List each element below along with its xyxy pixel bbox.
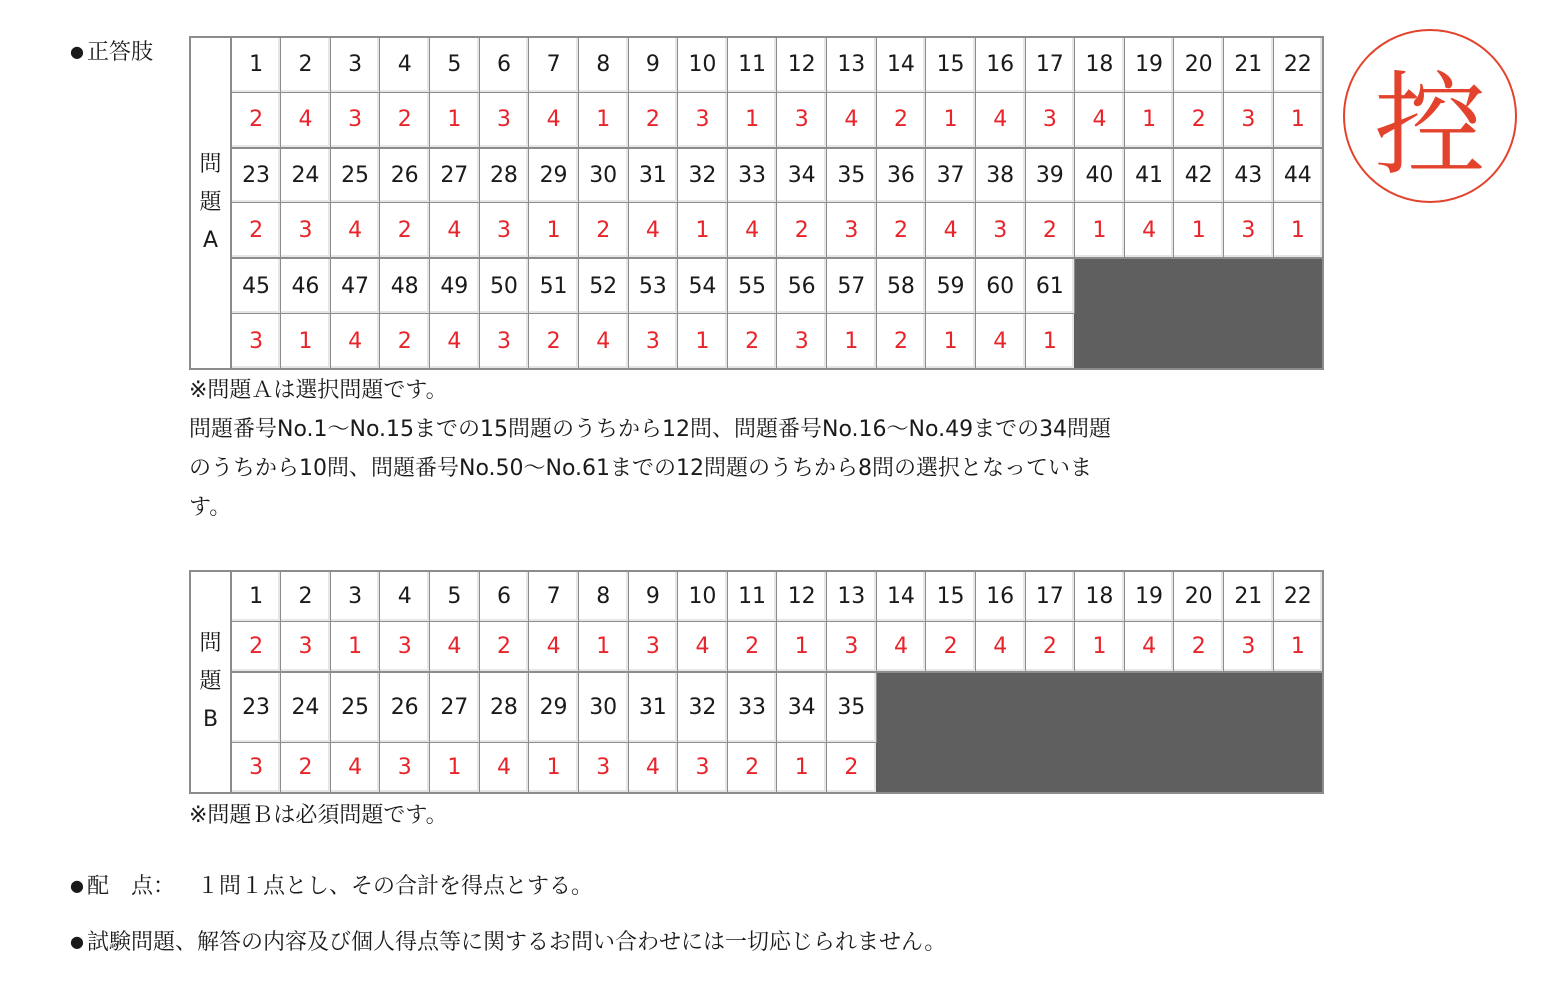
question-number-cell: 47 [330,258,380,313]
question-number-cell: 51 [529,258,579,313]
answer-cell: 1 [1174,203,1224,258]
question-number-cell: 44 [1273,148,1323,203]
question-number-cell: 13 [827,37,877,92]
question-number-cell: 14 [876,571,926,622]
question-number-cell: 32 [678,672,728,742]
answer-cell: 2 [231,622,281,673]
answer-cell: 2 [727,314,777,369]
side-label-char: A [202,228,219,253]
answer-cell: 3 [777,314,827,369]
question-number-cell: 8 [578,37,628,92]
answer-cell: 3 [330,92,380,147]
question-number-cell: 33 [727,148,777,203]
question-number-cell: 54 [678,258,728,313]
answer-cell: 1 [430,92,480,147]
question-number-cell: 50 [479,258,529,313]
answer-cell: 1 [1075,203,1125,258]
answer-cell: 3 [827,622,877,673]
answer-cell: 3 [281,203,331,258]
note-line: のうちから10問、問題番号No.50～No.61までの12問題のうちから8問の選択となっていま [189,456,1093,481]
side-label-char: B [202,707,219,732]
answer-cell: 4 [1124,622,1174,673]
question-number-cell: 15 [926,571,976,622]
question-number-cell: 11 [727,37,777,92]
answer-cell: 4 [330,203,380,258]
answer-cell: 4 [827,92,877,147]
bullet-icon: ● [70,932,84,951]
answer-cell: 2 [380,92,430,147]
answer-cell: 4 [628,203,678,258]
answer-cell: 2 [578,203,628,258]
answer-cell: 3 [628,314,678,369]
side-label-char: 問 [199,152,222,177]
answer-cell: 2 [876,203,926,258]
answer-cell: 1 [1273,622,1323,673]
question-number-cell: 10 [678,37,728,92]
answer-cell: 3 [479,203,529,258]
scoring-text: １問１点とし、その合計を得点とする。 [196,874,593,899]
question-number-cell: 61 [1025,258,1075,313]
question-number-cell: 28 [479,148,529,203]
answer-cell: 1 [281,314,331,369]
answer-cell: 3 [1025,92,1075,147]
answer-cell: 3 [1224,203,1274,258]
question-number-cell: 19 [1124,571,1174,622]
answer-cell: 3 [281,622,331,673]
answer-cell: 4 [529,622,579,673]
answer-cell: 1 [578,92,628,147]
question-number-cell: 31 [628,148,678,203]
note-line: ※問題Ａは選択問題です。 [189,378,448,403]
question-number-cell: 4 [380,37,430,92]
disclaimer-line [70,932,946,954]
question-number-cell: 29 [529,672,579,742]
question-number-cell: 6 [479,571,529,622]
answer-cell: 3 [777,92,827,147]
question-number-cell: 23 [231,672,281,742]
answer-cell: 3 [380,742,430,793]
answer-cell: 1 [827,314,877,369]
answer-cell: 2 [231,203,281,258]
answer-cell: 2 [827,742,877,793]
question-number-cell: 36 [876,148,926,203]
answer-cell: 2 [1174,622,1224,673]
empty-shaded-block [1075,258,1323,369]
question-number-cell: 16 [975,37,1025,92]
bullet-icon: ● [70,42,84,61]
question-number-cell: 27 [430,672,480,742]
answer-cell: 4 [1124,203,1174,258]
answer-cell: 3 [975,203,1025,258]
question-number-cell: 17 [1025,571,1075,622]
question-number-cell: 30 [578,672,628,742]
question-number-cell: 9 [628,37,678,92]
answer-cell: 4 [975,92,1025,147]
answer-cell: 1 [529,203,579,258]
section_a-side-label [190,37,231,369]
question-number-cell: 4 [380,571,430,622]
answer-cell: 3 [678,92,728,147]
question-number-cell: 20 [1174,37,1224,92]
side-label-char: 題 [199,669,222,694]
answer-cell: 4 [727,203,777,258]
answer-key-heading: ● 正答肢 [70,40,153,65]
answer-cell: 2 [1025,203,1075,258]
answer-cell: 4 [430,203,480,258]
answer-cell: 1 [1124,92,1174,147]
question-number-cell: 14 [876,37,926,92]
answer-cell: 1 [1273,203,1323,258]
question-number-cell: 30 [578,148,628,203]
question-number-cell: 25 [330,148,380,203]
question-number-cell: 15 [926,37,976,92]
answer-cell: 4 [281,92,331,147]
question-number-cell: 7 [529,37,579,92]
scoring-line [70,876,593,898]
question-number-cell: 13 [827,571,877,622]
empty-shaded-block [876,672,1323,793]
answer-cell: 2 [926,622,976,673]
answer-cell: 4 [876,622,926,673]
answer-cell: 3 [479,314,529,369]
question-number-cell: 26 [380,148,430,203]
question-number-cell: 10 [678,571,728,622]
answer-cell: 4 [628,742,678,793]
question-number-cell: 3 [330,37,380,92]
question-number-cell: 49 [430,258,480,313]
answer-cell: 4 [578,314,628,369]
answer-cell: 1 [777,742,827,793]
question-number-cell: 45 [231,258,281,313]
answer-cell: 2 [727,742,777,793]
question-number-cell: 58 [876,258,926,313]
question-number-cell: 57 [827,258,877,313]
section-b-note [189,796,448,835]
answer-cell: 4 [975,314,1025,369]
answer-cell: 2 [777,203,827,258]
question-number-cell: 2 [281,571,331,622]
scoring-label: 配 点： [86,874,175,899]
answer-cell: 3 [1224,92,1274,147]
question-number-cell: 26 [380,672,430,742]
answer-cell: 1 [678,314,728,369]
question-number-row [190,258,1323,313]
question-number-cell: 8 [578,571,628,622]
question-number-cell: 22 [1273,37,1323,92]
question-number-cell: 20 [1174,571,1224,622]
question-number-cell: 56 [777,258,827,313]
answer-cell: 3 [678,742,728,793]
question-number-cell: 31 [628,672,678,742]
answer-cell: 4 [1075,92,1125,147]
question-number-cell: 38 [975,148,1025,203]
answer-cell: 4 [330,314,380,369]
answer-cell: 1 [1025,314,1075,369]
question-number-cell: 5 [430,37,480,92]
question-number-cell: 37 [926,148,976,203]
question-number-cell: 24 [281,148,331,203]
question-number-cell: 11 [727,571,777,622]
answer-cell: 4 [529,92,579,147]
question-number-cell: 53 [628,258,678,313]
answer-cell: 2 [628,92,678,147]
question-number-cell: 19 [1124,37,1174,92]
question-number-cell: 59 [926,258,976,313]
question-number-cell: 23 [231,148,281,203]
section-a-note [189,371,1329,527]
question-number-cell: 60 [975,258,1025,313]
question-number-cell: 34 [777,672,827,742]
question-number-cell: 21 [1224,37,1274,92]
question-number-cell: 34 [777,148,827,203]
answer-cell: 3 [628,622,678,673]
disclaimer-text: 試験問題、解答の内容及び個人得点等に関するお問い合わせには一切応じられません。 [86,930,947,955]
section-a-answer-table [189,36,1324,370]
side-label-char: 問 [199,631,222,656]
answer-cell: 2 [281,742,331,793]
question-number-cell: 12 [777,571,827,622]
answer-cell: 2 [380,203,430,258]
answer-cell: 4 [678,622,728,673]
answer-cell: 3 [380,622,430,673]
question-number-cell: 32 [678,148,728,203]
question-number-cell: 52 [578,258,628,313]
question-number-cell: 18 [1075,571,1125,622]
answer-cell: 1 [926,92,976,147]
question-number-cell: 41 [1124,148,1174,203]
question-number-cell: 25 [330,672,380,742]
answer-cell: 2 [876,314,926,369]
question-number-cell: 1 [231,571,281,622]
question-number-cell: 21 [1224,571,1274,622]
question-number-cell: 18 [1075,37,1125,92]
bullet-icon: ● [70,876,84,895]
answer-cell: 1 [1075,622,1125,673]
question-number-row [190,672,1323,742]
answer-cell: 4 [330,742,380,793]
answer-cell: 1 [777,622,827,673]
answer-cell: 3 [231,742,281,793]
answer-cell: 4 [926,203,976,258]
answer-cell: 3 [479,92,529,147]
answer-cell: 4 [975,622,1025,673]
note-line: ※問題Ｂは必須問題です。 [189,803,448,828]
answer-cell: 1 [529,742,579,793]
question-number-cell: 29 [529,148,579,203]
question-number-row [190,571,1323,622]
question-number-cell: 27 [430,148,480,203]
question-number-cell: 3 [330,571,380,622]
section-b-answer-table [189,570,1324,794]
question-number-cell: 12 [777,37,827,92]
answer-cell: 1 [430,742,480,793]
answer-cell: 4 [430,622,480,673]
answer-cell: 1 [678,203,728,258]
answer-row [190,203,1323,258]
section_b-side-label [190,571,231,793]
answer-cell: 2 [1174,92,1224,147]
answer-cell: 4 [430,314,480,369]
question-number-cell: 35 [827,672,877,742]
answer-cell: 1 [1273,92,1323,147]
question-number-cell: 39 [1025,148,1075,203]
note-line: す。 [189,495,232,520]
question-number-cell: 40 [1075,148,1125,203]
question-number-row [190,148,1323,203]
question-number-cell: 48 [380,258,430,313]
question-number-cell: 46 [281,258,331,313]
answer-cell: 4 [479,742,529,793]
answer-cell: 3 [827,203,877,258]
question-number-cell: 17 [1025,37,1075,92]
answer-row [190,622,1323,673]
answer-cell: 2 [231,92,281,147]
seal-character: 控 [1374,60,1486,191]
question-number-cell: 24 [281,672,331,742]
answer-cell: 2 [876,92,926,147]
answer-cell: 1 [330,622,380,673]
question-number-cell: 1 [231,37,281,92]
answer-row [190,92,1323,147]
answer-cell: 2 [380,314,430,369]
question-number-cell: 16 [975,571,1025,622]
question-number-cell: 55 [727,258,777,313]
question-number-cell: 6 [479,37,529,92]
question-number-cell: 2 [281,37,331,92]
answer-cell: 2 [727,622,777,673]
answer-cell: 2 [1025,622,1075,673]
answer-cell: 1 [926,314,976,369]
answer-cell: 3 [578,742,628,793]
question-number-cell: 5 [430,571,480,622]
answer-cell: 2 [529,314,579,369]
answer-cell: 3 [231,314,281,369]
answer-cell: 1 [578,622,628,673]
copy-seal-stamp [1343,29,1517,203]
question-number-cell: 28 [479,672,529,742]
question-number-row [190,37,1323,92]
question-number-cell: 7 [529,571,579,622]
answer-cell: 3 [1224,622,1274,673]
question-number-cell: 9 [628,571,678,622]
question-number-cell: 43 [1224,148,1274,203]
answer-cell: 2 [479,622,529,673]
answer-cell: 1 [727,92,777,147]
question-number-cell: 35 [827,148,877,203]
question-number-cell: 42 [1174,148,1224,203]
question-number-cell: 22 [1273,571,1323,622]
question-number-cell: 33 [727,672,777,742]
side-label-char: 題 [199,190,222,215]
note-line: 問題番号No.1～No.15までの15問題のうちから12問、問題番号No.16～No.49までの34問題 [189,417,1112,442]
